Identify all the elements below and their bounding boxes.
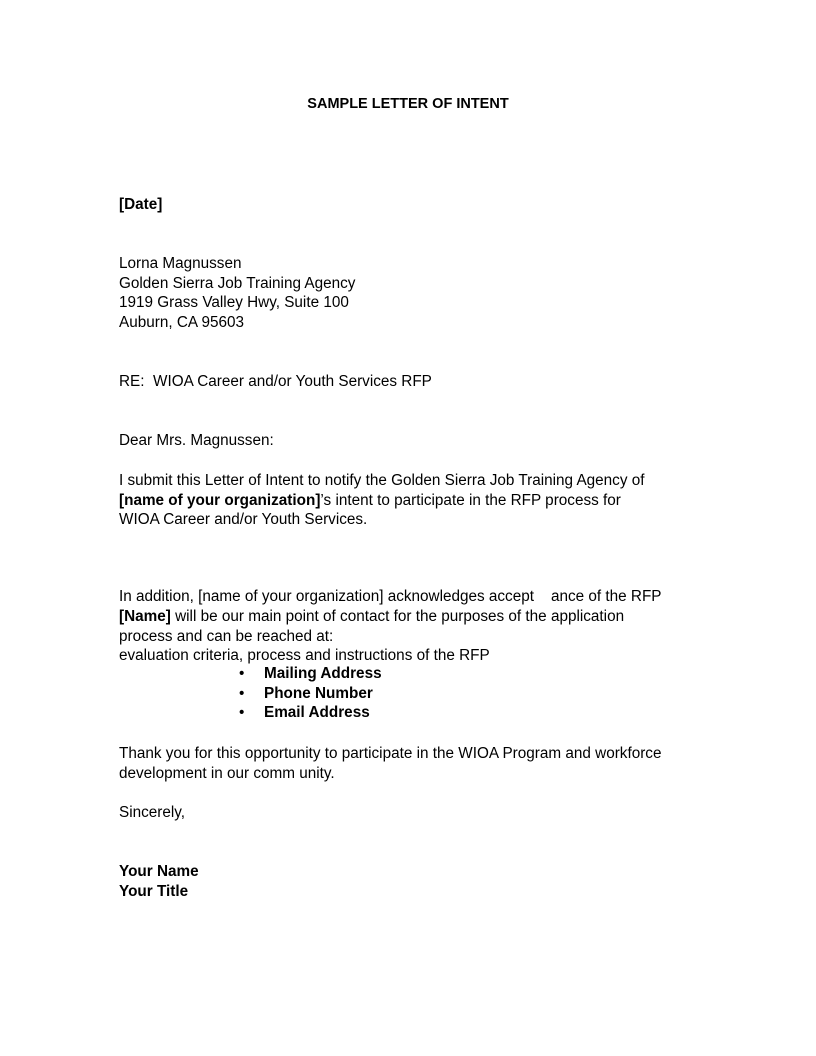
signature-name: Your Name — [119, 863, 199, 880]
recipient-name: Lorna Magnussen — [119, 255, 242, 272]
signature-block — [119, 862, 199, 901]
paragraph-intent-line-2-rest: ’s intent to participate in the RFP process for — [320, 491, 621, 509]
paragraph-thanks — [119, 744, 661, 783]
letter-date: [Date] — [119, 196, 163, 213]
paragraph-intent-line-3: WIOA Career and/or Youth Services. — [119, 511, 368, 529]
closing: Sincerely, — [119, 804, 186, 821]
paragraph-acknowledgement-line-1: In addition, [name of your organization] acknowledges accept ance of the RFP — [119, 588, 662, 606]
bullet-icon: • — [239, 704, 245, 722]
list-item — [236, 664, 382, 684]
paragraph-acknowledgement-line-2: evaluation criteria, process and instructions of the RFP — [119, 646, 490, 664]
recipient-street: 1919 Grass Valley Hwy, Suite 100 — [119, 294, 349, 312]
paragraph-intent-line-2 — [119, 491, 645, 511]
bullet-icon: • — [239, 665, 245, 682]
bullet-icon: • — [239, 684, 245, 702]
list-item — [236, 684, 382, 704]
contact-items-list — [236, 664, 382, 723]
paragraph-contact-line-1-rest: will be our main point of contact for the purposes of the application — [170, 608, 625, 625]
signature-title: Your Title — [119, 882, 189, 900]
recipient-organization: Golden Sierra Job Training Agency — [119, 274, 356, 292]
letter-title: SAMPLE LETTER OF INTENT — [307, 96, 509, 112]
salutation: Dear Mrs. Magnussen: — [119, 432, 274, 449]
paragraph-thanks-line-1: Thank you for this opportunity to participate in the WIOA Program and workforce — [119, 745, 662, 762]
contact-item-label: Mailing Address — [264, 665, 382, 682]
recipient-city-state-zip: Auburn, CA 95603 — [119, 313, 245, 331]
recipient-address — [119, 254, 355, 332]
paragraph-intent — [119, 471, 645, 530]
contact-item-label: Email Address — [264, 704, 370, 722]
contact-item-label: Phone Number — [264, 684, 373, 702]
paragraph-contact — [119, 607, 624, 646]
paragraph-contact-line-1 — [119, 607, 624, 627]
name-placeholder: [Name] — [119, 608, 171, 625]
paragraph-contact-line-2: process and can be reached at: — [119, 627, 334, 645]
re-line: RE: WIOA Career and/or Youth Services RFP — [119, 373, 432, 390]
organization-placeholder: [name of your organization] — [119, 491, 321, 509]
list-item — [236, 703, 382, 723]
paragraph-intent-line-1: I submit this Letter of Intent to notify the Golden Sierra Job Training Agency of — [119, 472, 645, 489]
paragraph-thanks-line-2: development in our comm unity. — [119, 764, 335, 782]
